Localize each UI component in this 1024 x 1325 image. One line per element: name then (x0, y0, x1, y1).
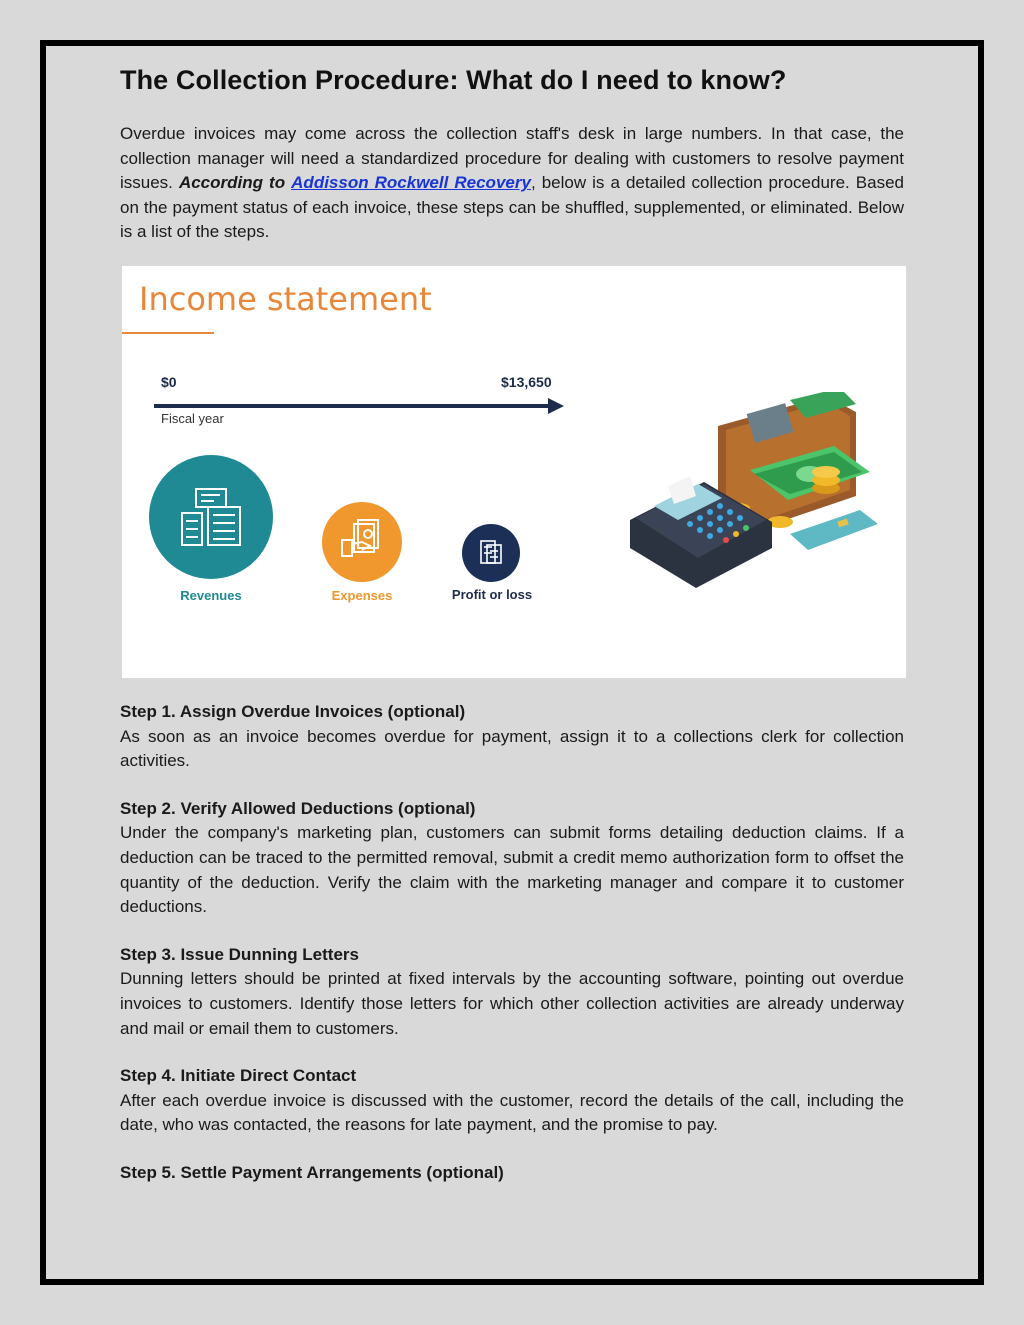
expenses-circle (320, 500, 404, 584)
start-value: $0 (161, 374, 177, 390)
document-header (120, 60, 904, 245)
income-statement-figure (122, 266, 906, 678)
step-title: Step 5. Settle Payment Arrangements (optional) (120, 1162, 504, 1182)
profit-loss-label: Profit or loss (451, 587, 533, 602)
step-item (120, 700, 904, 774)
figure-title: Income statement (139, 280, 432, 318)
payment-illustration (630, 392, 880, 612)
step-title: Step 1. Assign Overdue Invoices (optional) (120, 702, 466, 721)
source-link[interactable]: Addisson Rockwell Recovery (291, 173, 531, 193)
step-title: Step 4. Initiate Direct Contact (120, 1066, 357, 1086)
intro-emphasis: According to (178, 173, 286, 193)
title-underline (122, 332, 214, 334)
expenses-label: Expenses (331, 588, 393, 603)
step-item (120, 797, 904, 920)
step-title: Step 3. Issue Dunning Letters (120, 944, 359, 964)
intro-paragraph (120, 122, 904, 245)
end-value: $13,650 (501, 374, 552, 390)
step-item (120, 1064, 904, 1138)
profit-loss-circle (461, 523, 523, 585)
steps-list (120, 700, 904, 1209)
axis-label: Fiscal year (161, 411, 224, 426)
intro-text-1: Overdue invoices may come across the collection staff's desk in large numbers. In that case, the collection manager will need a standardized procedure for dealing with customers to resolve payment issues. (120, 124, 904, 193)
page-title: The Collection Procedure: What do I need to know? (120, 65, 787, 95)
revenues-circle (148, 451, 274, 583)
step-title: Step 2. Verify Allowed Deductions (optional) (120, 798, 476, 818)
step-item (120, 1161, 904, 1186)
intro-text-2: , below is a detailed collection procedure. Based on the payment status of each invoice, these steps can be shuffled, supplemented, or eliminated. Below is a list of the steps. (120, 173, 904, 242)
revenues-label: Revenues (180, 588, 242, 603)
step-body: As soon as an invoice becomes overdue for payment, assign it to a collections clerk for collection activities. (120, 726, 904, 771)
step-item (120, 943, 904, 1041)
step-body: After each overdue invoice is discussed with the customer, record the details of the call, including the date, who was contacted, the reasons for late payment, and the promise to pay. (120, 1090, 904, 1135)
step-body: Dunning letters should be printed at fixed intervals by the accounting software, pointing out overdue invoices to customers. Identify those letters for which other collection activities are already underway and mail or email them to customers. (120, 969, 904, 1038)
step-body: Under the company's marketing plan, customers can submit forms detailing deduction claims. If a deduction can be traced to the permitted removal, submit a credit memo authorization form to offset the quantity of the deduction. Verify the claim with the marketing manager and compare it to customer deductions. (120, 823, 904, 917)
